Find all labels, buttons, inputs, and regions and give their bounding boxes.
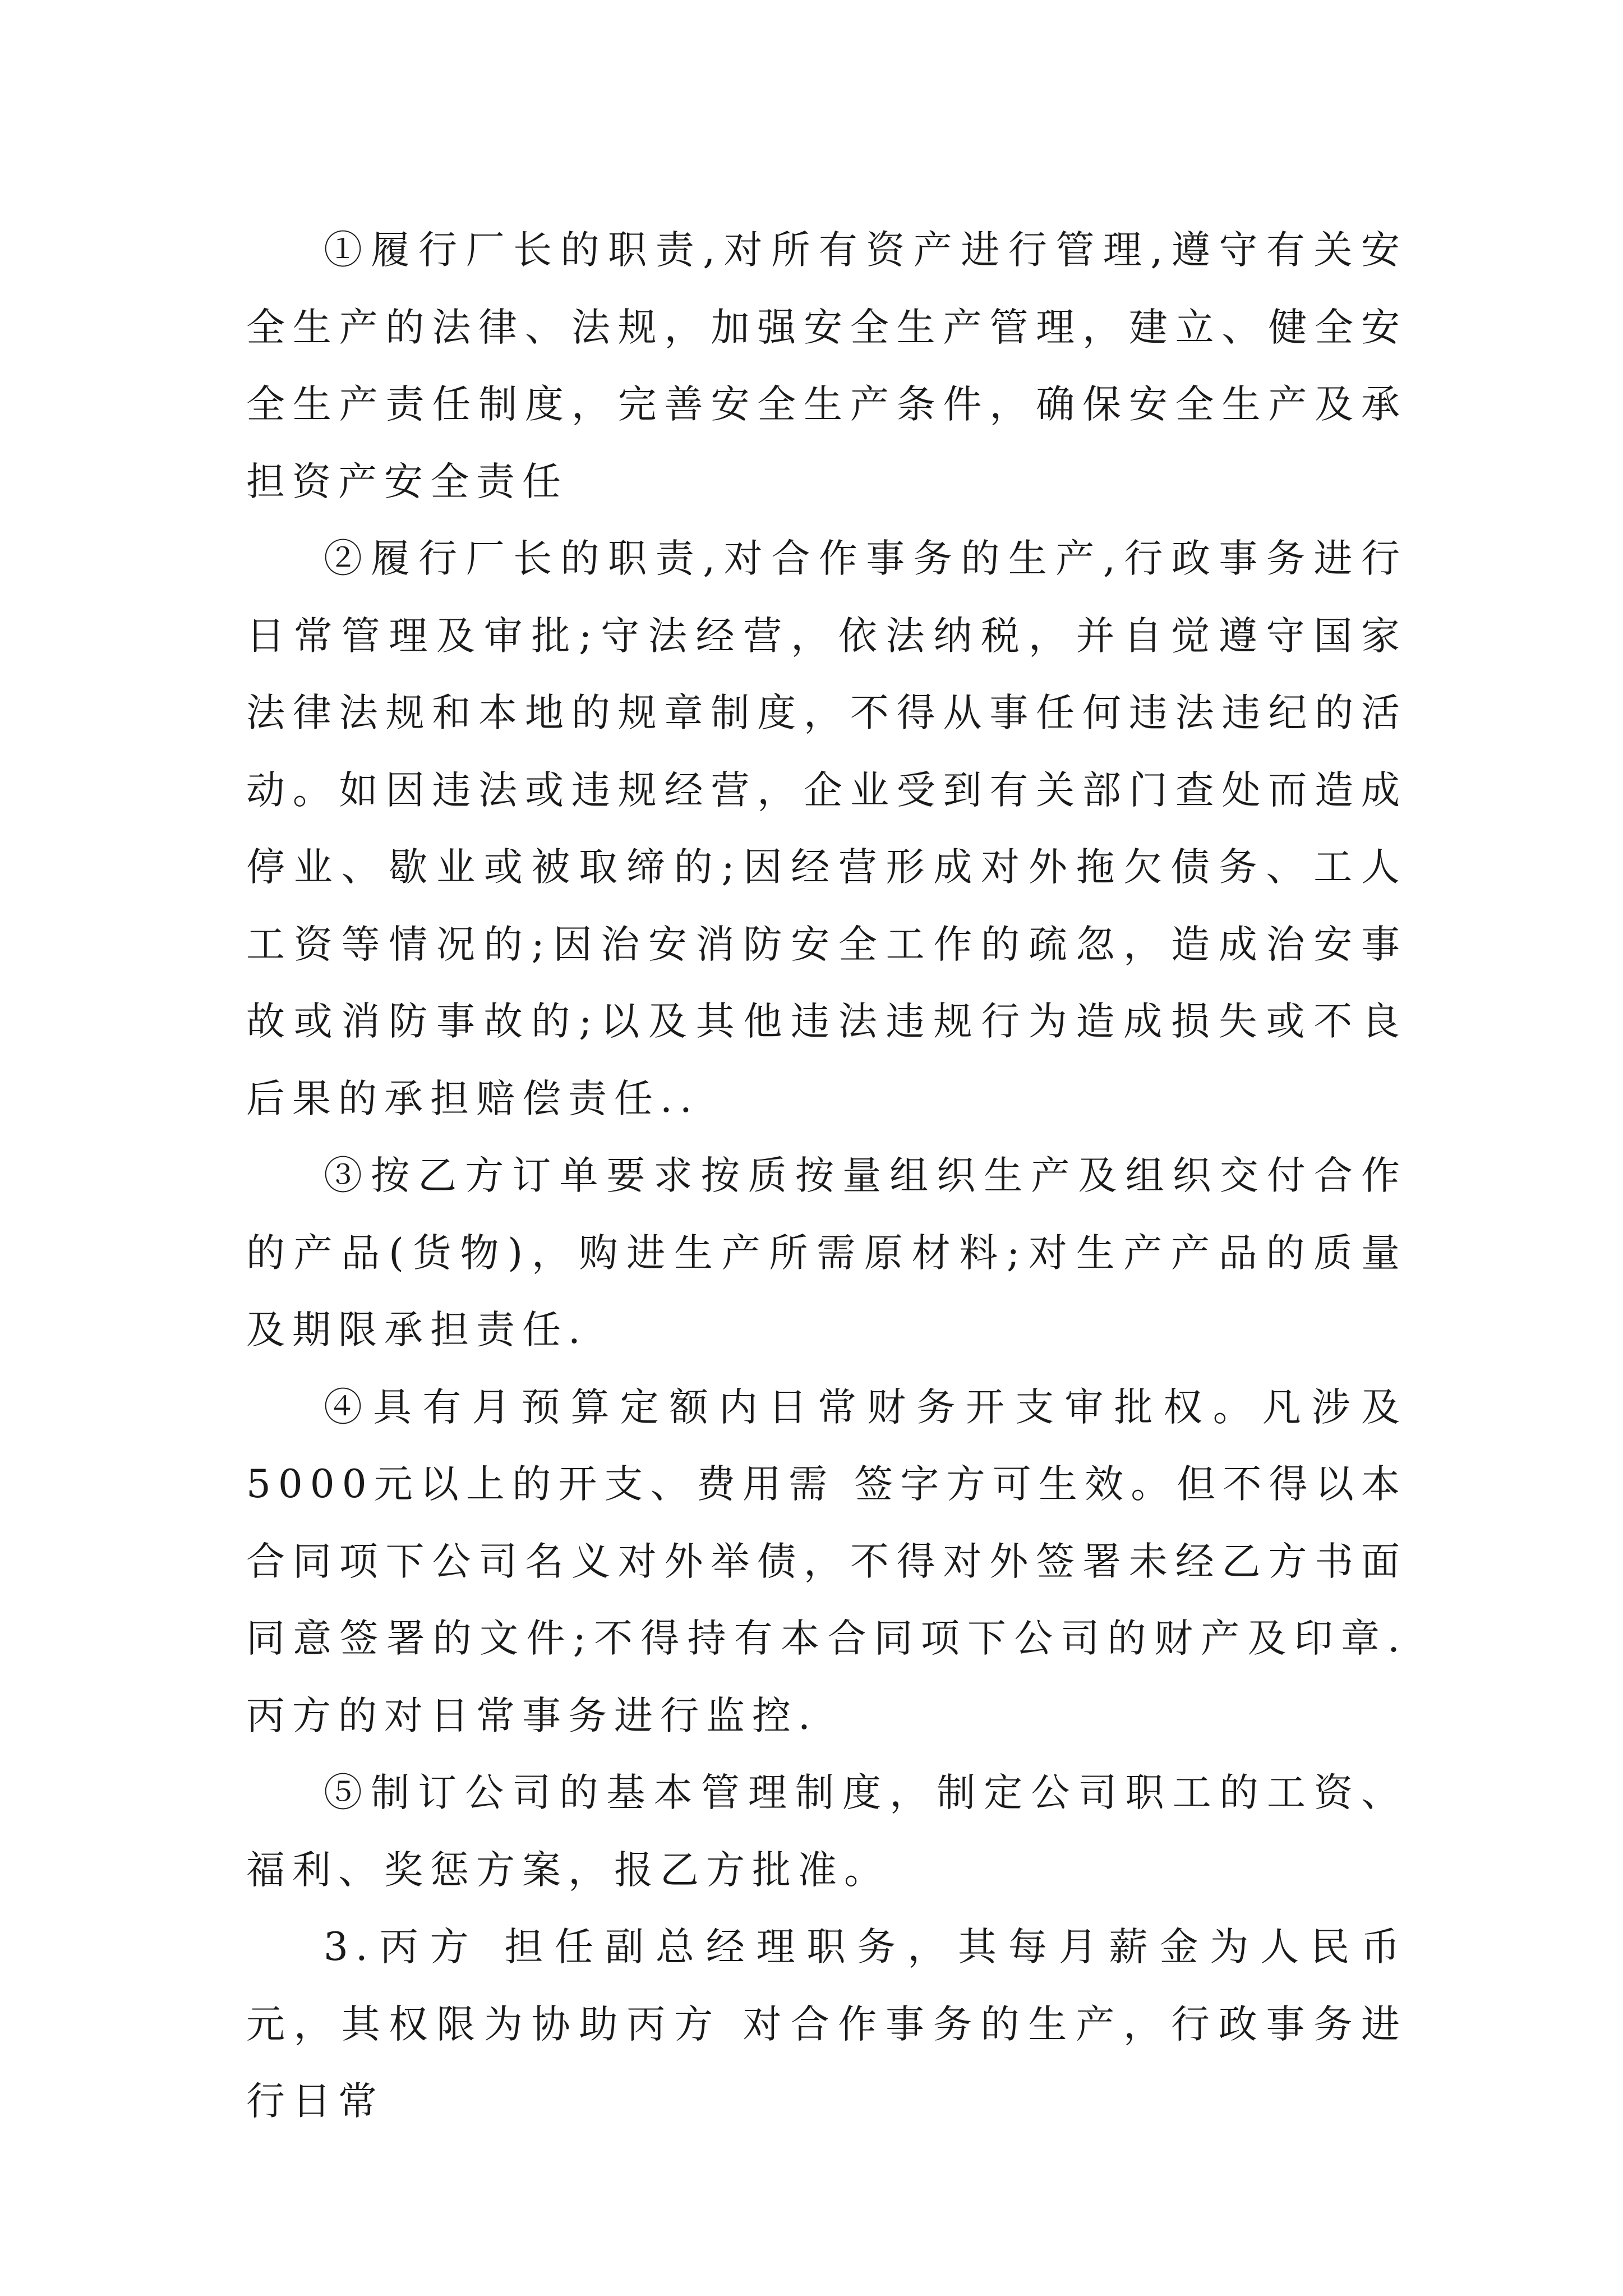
paragraph-duty-1: ①履行厂长的职责,对所有资产进行管理,遵守有关安全生产的法律、法规，加强安全生产管理，建立、健全安全生产责任制度，完善安全生产条件，确保安全生产及承担资产安全责任: [246, 228, 1407, 504]
paragraph-clause-3: 3.丙方 担任副总经理职务，其每月薪金为人民币 元，其权限为协助丙方 对合作事务的生产，行政事务进行日常: [246, 1925, 1407, 2124]
paragraph-duty-3: ③按乙方订单要求按质按量组织生产及组织交付合作的产品(货物)，购进生产所需原材料;对生产产品的质量及期限承担责任.: [246, 1153, 1407, 1352]
paragraph-duty-2: ②履行厂长的职责,对合作事务的生产,行政事务进行日常管理及审批;守法经营，依法纳税，并自觉遵守国家法律法规和本地的规章制度，不得从事任何违法违纪的活动。如因违法或违规经营，企业受到有关部门查处而造成停业、歇业或被取缔的;因经营形成对外拖欠债务、工人工资等情况的;因治安消防安全工作的疏忽，造成治安事故或消防事故的;以及其他违法违规行为造成损失或不良后果的承担赔偿责任..: [246, 536, 1407, 1121]
paragraph-duty-4: ④具有月预算定额内日常财务开支审批权。凡涉及5000元以上的开支、费用需 签字方可生效。但不得以本合同项下公司名义对外举债，不得对外签署未经乙方书面同意签署的文件;不得持有本合同项下公司的财产及印章. 丙方的对日常事务进行监控.: [246, 1384, 1407, 1738]
document-body: [246, 212, 1407, 2141]
paragraph-duty-5: ⑤制订公司的基本管理制度，制定公司职工的工资、福利、奖惩方案，报乙方批准。: [246, 1770, 1407, 1893]
